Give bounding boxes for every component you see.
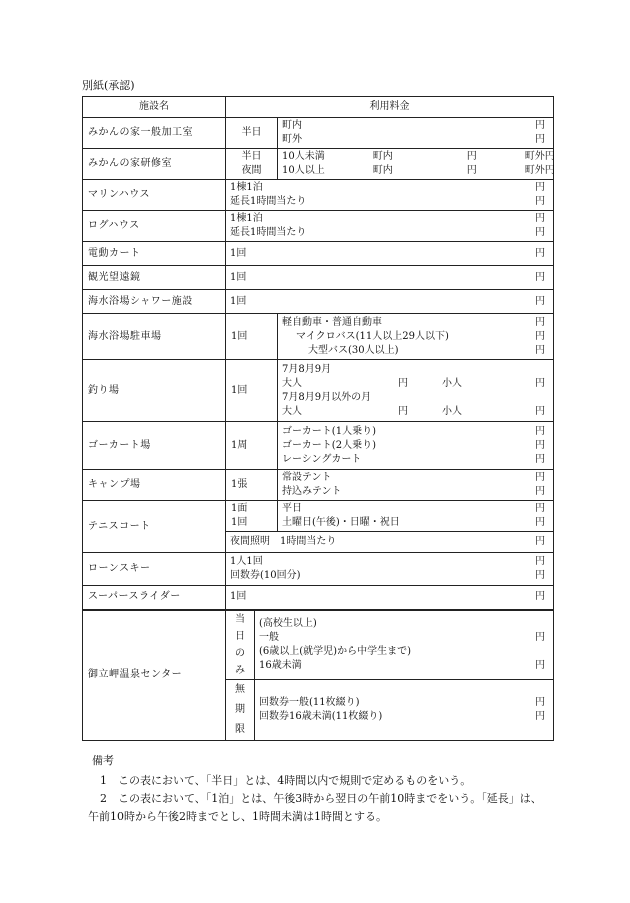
yen-unit: 円: [535, 182, 546, 193]
fee-cell: [226, 180, 554, 211]
fee-cell: [278, 470, 554, 501]
yen-unit: 円: [535, 472, 546, 483]
fee-label: 1回: [230, 271, 247, 283]
fee-label: マイクロバス(11人以上29人以下): [296, 330, 449, 342]
facility-name: 御立岬温泉センター: [83, 610, 226, 741]
table-row: [83, 553, 554, 586]
fee-label: ゴーカート(1人乗り): [282, 425, 376, 437]
fee-label: 1回: [230, 247, 247, 259]
fee-label: 町外: [524, 165, 545, 176]
facility-name: マリンハウス: [83, 180, 226, 211]
facility-name: ゴーカート場: [83, 422, 226, 470]
fee-label: 1棟1泊: [230, 213, 263, 224]
unit-label: 夜間: [241, 165, 262, 176]
fee-label: 16歳未満: [259, 659, 302, 671]
unit-cell: 半日: [226, 118, 278, 149]
fee-table: [82, 96, 554, 741]
fee-label: 延長1時間当たり: [230, 227, 307, 238]
yen-unit: 円: [535, 696, 546, 708]
table-row: [83, 360, 554, 422]
yen-unit: 円: [535, 134, 546, 145]
fee-cell: [226, 211, 554, 242]
fee-cell: [278, 422, 554, 470]
fee-label: ゴーカート(2人乗り): [282, 439, 376, 451]
yen-unit: 円: [535, 659, 546, 671]
yen-unit: 円: [535, 316, 546, 328]
table-row: [83, 422, 554, 470]
fee-label: 持込みテント: [282, 486, 342, 497]
yen-unit: 円: [466, 151, 477, 162]
fee-label: 常設テント: [282, 472, 332, 483]
yen-unit: 円: [544, 151, 555, 162]
fee-label: 小人: [442, 377, 462, 389]
note-item: 2 この表において、「1泊」とは、午後3時から翌日の午前10時までをいう。「延長」は、: [100, 792, 542, 805]
yen-unit: 円: [535, 196, 546, 207]
unit-label: 半日: [241, 151, 262, 162]
yen-unit: 円: [535, 570, 546, 581]
fee-cell: [226, 290, 554, 314]
table-row: [83, 118, 554, 149]
fee-label: 町内: [372, 151, 393, 162]
table-header-row: [83, 97, 554, 118]
yen-unit: 円: [544, 165, 555, 176]
unit-cell: 1回: [226, 360, 278, 422]
unit-label: 1面: [231, 503, 248, 514]
facility-name: 海水浴場シャワー施設: [83, 290, 226, 314]
fee-label: 夜間照明 1時間当たり: [230, 536, 337, 547]
fee-cell: [278, 149, 554, 180]
table-row: [83, 586, 554, 610]
fee-label: 回数券(10回分): [230, 570, 301, 581]
yen-unit: 円: [535, 503, 546, 514]
yen-unit: 円: [535, 247, 546, 259]
table-row: [83, 266, 554, 290]
fee-label: 町外: [282, 134, 302, 145]
fee-label: レーシングカート: [282, 453, 362, 465]
fee-label: 町内: [282, 120, 302, 131]
fee-cell: [226, 532, 554, 553]
fee-label: 町外: [524, 151, 545, 162]
table-row: [83, 470, 554, 501]
fee-label: 平日: [282, 503, 302, 514]
fee-label: 町内: [372, 165, 393, 176]
note-item-continuation: 午前10時から午後2時までとし、1時間未満は1時間とする。: [88, 810, 387, 823]
unit-cell: 1周: [226, 422, 278, 470]
note-item: 1 この表において、「半日」とは、4時間以内で規則で定めるものをいう。: [100, 774, 472, 787]
fee-label: 大型バス(30人以上): [308, 344, 399, 356]
yen-unit: 円: [535, 631, 546, 643]
facility-name: ローンスキー: [83, 553, 226, 586]
fee-cell: [278, 118, 554, 149]
fee-label: (高校生以上): [259, 617, 317, 629]
fee-label: 1回: [230, 295, 247, 307]
unit-cell: 1回: [226, 314, 278, 360]
yen-unit: 円: [535, 710, 546, 722]
yen-unit: 円: [535, 425, 546, 437]
yen-unit: 円: [535, 591, 546, 603]
yen-unit: 円: [535, 517, 546, 528]
facility-name: キャンプ場: [83, 470, 226, 501]
yen-unit: 円: [535, 377, 546, 389]
fee-label: 軽自動車・普通自動車: [282, 316, 382, 328]
fee-label: 1棟1泊: [230, 182, 263, 193]
fee-cell: [255, 610, 554, 680]
period-label-day-only: 当 日 の み: [226, 610, 255, 680]
yen-unit: 円: [535, 120, 546, 131]
yen-unit: 円: [466, 165, 477, 176]
fee-cell: [278, 314, 554, 360]
fee-label: 7月8月9月以外の月: [282, 391, 372, 403]
fee-cell: [278, 501, 554, 532]
table-row: [83, 314, 554, 360]
fee-label: 一般: [259, 631, 279, 643]
notes-section: [88, 752, 548, 826]
unit-cell: [226, 501, 278, 532]
facility-name: 釣り場: [83, 360, 226, 422]
fee-label: 大人: [282, 405, 302, 417]
fee-cell: [255, 679, 554, 740]
yen-unit: 円: [535, 486, 546, 497]
yen-unit: 円: [535, 536, 546, 547]
facility-name: 電動カート: [83, 242, 226, 266]
yen-unit: 円: [535, 330, 546, 342]
fee-cell: [226, 586, 554, 610]
yen-unit: 円: [535, 439, 546, 451]
facility-name: 海水浴場駐車場: [83, 314, 226, 360]
fee-label: 回数券16歳未満(11枚綴り): [259, 710, 383, 722]
yen-unit: 円: [535, 344, 546, 356]
table-row: [83, 180, 554, 211]
yen-unit: 円: [535, 405, 546, 417]
yen-unit: 円: [535, 556, 546, 567]
table-row: [83, 501, 554, 532]
yen-unit: 円: [535, 227, 546, 238]
facility-name: テニスコート: [83, 501, 226, 553]
fee-label: 延長1時間当たり: [230, 196, 307, 207]
facility-name: みかんの家一般加工室: [83, 118, 226, 149]
fee-cell: [226, 553, 554, 586]
header-facility: 施設名: [83, 97, 226, 118]
fee-label: 10人未満: [282, 151, 325, 162]
fee-cell: [226, 266, 554, 290]
table-row: [83, 610, 554, 680]
fee-label: 大人: [282, 377, 302, 389]
facility-name: ログハウス: [83, 211, 226, 242]
notes-heading: 備考: [92, 754, 114, 767]
table-row: [83, 149, 554, 180]
table-row: [83, 290, 554, 314]
fee-cell: [226, 242, 554, 266]
document-caption: 別紙(承認): [82, 79, 135, 92]
header-fee: 利用料金: [226, 97, 554, 118]
yen-unit: 円: [535, 295, 546, 307]
facility-name: 観光望遠鏡: [83, 266, 226, 290]
fee-label: 1回: [230, 591, 247, 603]
yen-unit: 円: [398, 377, 408, 389]
period-label-unlimited: 無 期 限: [226, 679, 255, 740]
fee-label: (6歳以上(就学児)から中学生まで): [259, 645, 411, 657]
yen-unit: 円: [398, 405, 408, 417]
unit-cell: [226, 149, 278, 180]
yen-unit: 円: [535, 453, 546, 465]
fee-cell: [278, 360, 554, 422]
fee-label: 回数券一般(11枚綴り): [259, 696, 360, 708]
unit-label: 1回: [231, 517, 248, 528]
facility-name: みかんの家研修室: [83, 149, 226, 180]
facility-name: スーパースライダー: [83, 586, 226, 610]
table-row: [83, 211, 554, 242]
yen-unit: 円: [535, 271, 546, 283]
unit-cell: 1張: [226, 470, 278, 501]
fee-label: 1人1回: [230, 556, 263, 567]
fee-label: 土曜日(午後)・日曜・祝日: [282, 517, 400, 528]
yen-unit: 円: [535, 213, 546, 224]
fee-label: 小人: [442, 405, 462, 417]
fee-label: 10人以上: [282, 165, 325, 176]
table-row: [83, 242, 554, 266]
fee-label: 7月8月9月: [282, 363, 332, 375]
